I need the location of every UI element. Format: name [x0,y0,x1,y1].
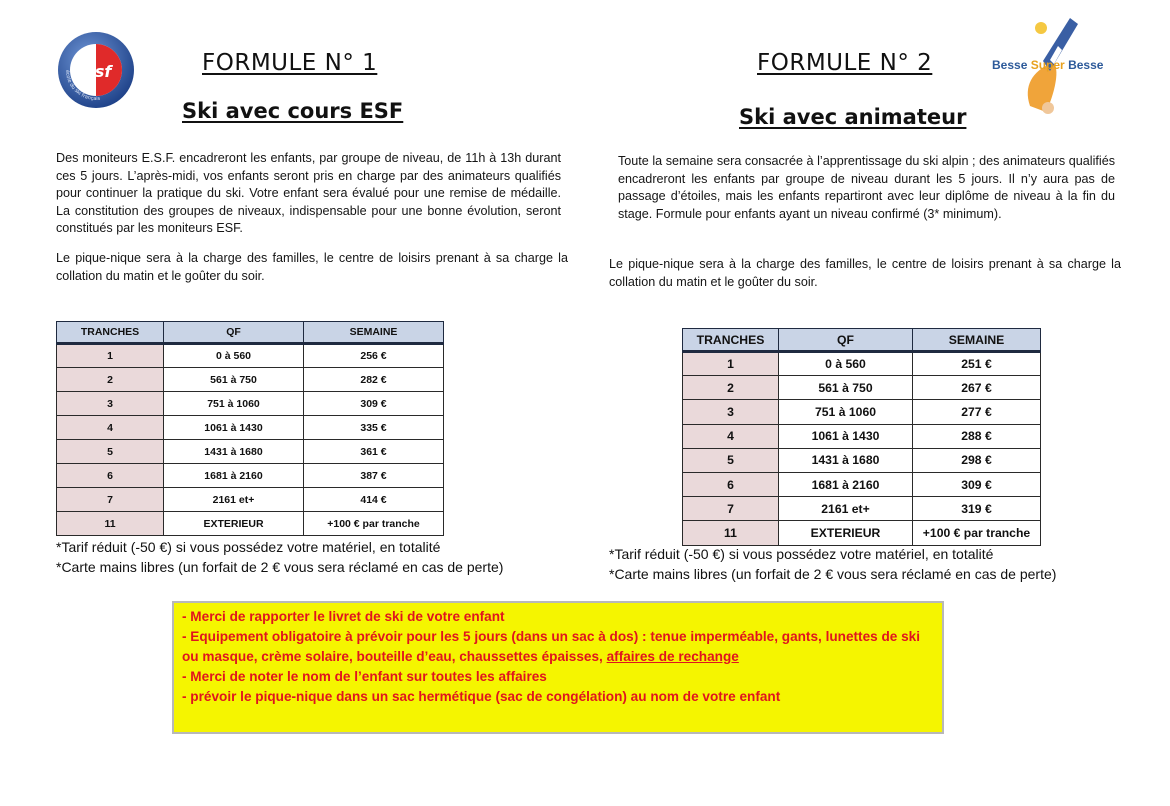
notice-box [172,601,944,734]
qf-cell: 2161 et+ [164,488,304,512]
notice-line-name-labels: - Merci de noter le nom de l’enfant sur toutes les affaires [182,669,547,684]
semaine-cell: +100 € par tranche [304,512,444,536]
formule-2-description: Toute la semaine sera consacrée à l’apprentissage du ski alpin ; des animateurs qualifiés encadreront les enfants par groupe de niveau durant les 5 jours. Il n’y aura pas de passage d’étoiles, mais les enfants repartiront avec leur diplôme de niveau à la fin du stage. Formule pour enfants ayant un niveau confirmé (3* minimum). [618,154,1115,221]
qf-cell: 1431 à 1680 [164,440,304,464]
semaine-cell: 309 € [913,472,1041,496]
qf-cell: 1061 à 1430 [164,416,304,440]
tranche-cell: 2 [683,376,779,400]
semaine-cell: 361 € [304,440,444,464]
semaine-cell: 319 € [913,497,1041,521]
notice-line-equipment: - Equipement obligatoire à prévoir pour les 5 jours (dans un sac à dos) : tenue imperméable, gants, lunettes de ski ou masque, crème solaire, bouteille d’eau, chaussettes épaisses, affaires de rechange [182,629,921,664]
formule-2-subtitle: Ski avec animateur [739,105,967,129]
semaine-cell: 298 € [913,448,1041,472]
formule-2-title: FORMULE N° 2 [757,50,933,76]
header-semaine: SEMAINE [913,329,1041,352]
formule-2-note-hands-free-card: *Carte mains libres (un forfait de 2 € vous sera réclamé en cas de perte) [609,566,1057,582]
table-row [683,497,1041,521]
table-row [683,472,1041,496]
table-row [57,440,444,464]
formule-1-note-reduced-rate: *Tarif réduit (-50 €) si vous possédez votre matériel, en totalité [56,539,441,555]
table-row [683,521,1041,545]
qf-cell: 561 à 750 [164,368,304,392]
tranche-cell: 4 [683,424,779,448]
semaine-cell: 414 € [304,488,444,512]
semaine-cell: 267 € [913,376,1041,400]
table-header-row [57,322,444,344]
header-tranches: TRANCHES [683,329,779,352]
header-qf: QF [164,322,304,344]
tranche-cell: 1 [683,352,779,376]
tranche-cell: 3 [57,392,164,416]
header-semaine: SEMAINE [304,322,444,344]
tranche-cell: 6 [683,472,779,496]
notice-line-ski-booklet: - Merci de rapporter le livret de ski de votre enfant [182,609,505,624]
qf-cell: 751 à 1060 [164,392,304,416]
qf-cell: EXTERIEUR [164,512,304,536]
table-header-row [683,329,1041,352]
formule-1-title: FORMULE N° 1 [202,50,378,76]
table-row [57,512,444,536]
tranche-cell: 11 [57,512,164,536]
table-row [57,416,444,440]
qf-cell: 0 à 560 [164,344,304,368]
table-row [57,368,444,392]
semaine-cell: 277 € [913,400,1041,424]
tranche-cell: 11 [683,521,779,545]
semaine-cell: 256 € [304,344,444,368]
table-row [683,424,1041,448]
esf-logo [56,30,136,110]
qf-cell: 1431 à 1680 [779,448,913,472]
semaine-cell: 288 € [913,424,1041,448]
table-row [683,400,1041,424]
besse-super-besse-logo [988,16,1118,126]
tranche-cell: 2 [57,368,164,392]
tranche-cell: 6 [57,464,164,488]
tranche-cell: 5 [683,448,779,472]
table-row [57,392,444,416]
qf-cell: 751 à 1060 [779,400,913,424]
qf-cell: 1681 à 2160 [779,472,913,496]
semaine-cell: 387 € [304,464,444,488]
besse-logo-text: Besse Super Besse [992,58,1104,72]
formule-1-subtitle: Ski avec cours ESF [182,99,404,123]
tranche-cell: 1 [57,344,164,368]
qf-cell: 1681 à 2160 [164,464,304,488]
formule-1-description: Des moniteurs E.S.F. encadreront les enfants, par groupe de niveau, de 11h à 13h durant ces 5 jours. L’après-midi, vos enfants seront pris en charge par des animateurs qualifiés pour continuer la pratique du ski. Votre enfant sera évalué pour une remise de médaille. La constitution des groupes de niveaux, indispensable pour une bonne évolution, seront constitués par les moniteurs ESF. [56,151,561,235]
semaine-cell: 335 € [304,416,444,440]
header-tranches: TRANCHES [57,322,164,344]
table-row [57,464,444,488]
formule-2-picnic-text: Le pique-nique sera à la charge des familles, le centre de loisirs prenant à sa charge la collation du matin et le goûter du soir. [609,257,1121,289]
formule-1-note-hands-free-card: *Carte mains libres (un forfait de 2 € vous sera réclamé en cas de perte) [56,559,504,575]
esf-ring-text: école du ski français [63,69,101,103]
semaine-cell: 282 € [304,368,444,392]
notice-spare-clothes: affaires de rechange [606,649,739,664]
table-row [57,344,444,368]
semaine-cell: 309 € [304,392,444,416]
tranche-cell: 4 [57,416,164,440]
qf-cell: EXTERIEUR [779,521,913,545]
tranche-cell: 5 [57,440,164,464]
qf-cell: 561 à 750 [779,376,913,400]
formule-2-note-reduced-rate: *Tarif réduit (-50 €) si vous possédez votre matériel, en totalité [609,546,994,562]
header-qf: QF [779,329,913,352]
semaine-cell: 251 € [913,352,1041,376]
table-row [683,448,1041,472]
table-row [683,352,1041,376]
tarif-table-2 [682,328,1041,546]
formule-1-picnic-text: Le pique-nique sera à la charge des familles, le centre de loisirs prenant à sa charge la collation du matin et le goûter du soir. [56,251,568,283]
notice-line-picnic-bag: - prévoir le pique-nique dans un sac hermétique (sac de congélation) au nom de votre enfant [182,689,781,704]
table-row [683,376,1041,400]
tranche-cell: 3 [683,400,779,424]
semaine-cell: +100 € par tranche [913,521,1041,545]
qf-cell: 2161 et+ [779,497,913,521]
qf-cell: 1061 à 1430 [779,424,913,448]
table-row [57,488,444,512]
tranche-cell: 7 [683,497,779,521]
esf-initials: esf [84,62,112,81]
tarif-table-1 [56,321,444,536]
tranche-cell: 7 [57,488,164,512]
qf-cell: 0 à 560 [779,352,913,376]
